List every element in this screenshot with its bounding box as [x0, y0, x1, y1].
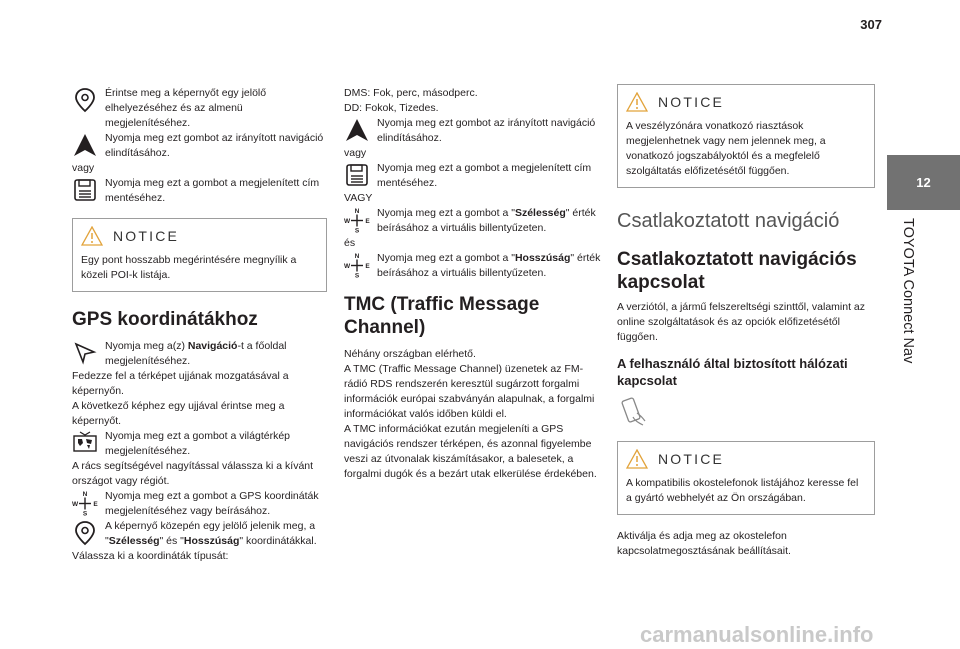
save-instruction-2 [344, 161, 601, 191]
tmc-heading: TMC (Traffic Message Channel) [344, 294, 540, 338]
gps-paragraph-5: Válassza ki a koordináták típusát: [72, 550, 229, 562]
navigation-arrow-icon [72, 132, 98, 158]
svg-text:N: N [354, 208, 360, 215]
nav-instruction-2 [344, 116, 601, 146]
notice-box-poi [72, 218, 327, 292]
save-floppy-icon [72, 177, 98, 203]
center-mid: " és " [159, 535, 184, 547]
compass-icon [72, 490, 98, 516]
tmc-paragraph-3: A TMC információkat ezután megjeleníti a GPS navigációs rendszer térképen, és azonnal figyelembe veszi az útvonalak kiszámításakor, a balesetek, a forgalmi dugók és a bezárt utak elkerülése érdekében. [344, 423, 597, 480]
chapter-title-text: TOYOTA Connect Nav [900, 218, 916, 364]
gps-nav-post: -t a főoldal megjelenítéséhez. [105, 340, 287, 367]
notice-label: NOTICE [658, 450, 725, 467]
svg-text:W: W [344, 263, 351, 270]
save-floppy-icon [344, 162, 370, 188]
map-pin-icon [72, 520, 98, 546]
navigation-cursor-icon [72, 340, 98, 366]
compass-icon [344, 207, 370, 233]
map-pin-icon [72, 87, 98, 113]
notice-label: NOTICE [658, 93, 725, 110]
center-bold-2: Hosszúság [183, 535, 240, 547]
center-marker-instruction [72, 519, 327, 549]
gps-nav-instruction [72, 339, 327, 369]
warning-triangle-icon [626, 92, 648, 112]
notice-body: A kompatibilis okostelefonok listájához keresse fel a gyártó webhelyét az Ön országában. [626, 477, 859, 504]
connected-nav-heading: Csatlakoztatott navigációs kapcsolat [617, 249, 857, 293]
gps-nav-pre: Nyomja meg a(z) [105, 340, 188, 352]
gps-nav-bold: Navigáció [187, 340, 238, 352]
world-map-icon [72, 430, 98, 456]
column-1 [72, 86, 327, 564]
notice-header [626, 91, 866, 113]
or-text-2: vagy [344, 147, 367, 159]
notice-label: NOTICE [113, 227, 180, 244]
or-text: vagy [72, 162, 95, 174]
center-pre: A képernyő közepén egy jelölő jelenik meg, a " [105, 520, 316, 547]
notice-header [81, 225, 318, 247]
warning-triangle-icon [626, 449, 648, 469]
chapter-tab[interactable]: 12 [887, 155, 960, 210]
watermark: carmanualsonline.info [640, 622, 874, 647]
svg-text:E: E [365, 218, 370, 225]
nav-text-2: Nyomja meg ezt gombot az irányított navigáció elindításához. [377, 117, 596, 144]
center-bold-1: Szélesség [108, 535, 160, 547]
save-text-2: Nyomja meg ezt a gombot a megjelenített cím mentéséhez. [377, 162, 592, 189]
gps-paragraph-3: A következő képhez egy ujjával érintse meg a képernyőt. [72, 400, 285, 427]
navigation-arrow-icon [344, 117, 370, 143]
notice-box-danger-zone [617, 84, 875, 188]
or-text-3: VAGY [344, 192, 373, 204]
gps-heading: GPS koordinátákhoz [72, 309, 258, 330]
column-2 [344, 86, 601, 482]
user-network-heading: A felhasználó által biztosított hálózati kapcsolat [617, 356, 848, 388]
compass-instruction [72, 489, 327, 519]
lon-pre: Nyomja meg ezt a gombot a " [377, 252, 515, 264]
save-instruction [72, 176, 327, 206]
svg-text:N: N [82, 491, 88, 498]
world-map-instruction [72, 429, 327, 459]
gps-paragraph-4: A rács segítségével nagyítással válassza ki a kívánt országot vagy régiót. [72, 460, 314, 487]
svg-text:W: W [72, 501, 79, 508]
page-number: 307 [860, 17, 882, 32]
section-title: Csatlakoztatott navigáció [617, 210, 840, 232]
notice-header [626, 448, 866, 470]
notice-body: Egy pont hosszabb megérintésére megnyílik a közeli POI-k listája. [81, 254, 297, 281]
smartphone-icon [617, 395, 875, 431]
notice-body: A veszélyzónára vonatkozó riasztások megjelenhetnek vagy nem jelennek meg, a vonatkozó jogszabályoktól és a megfelelő szolgáltatás előfizetésétől függően. [626, 120, 826, 177]
pin-text: Érintse meg a képernyőt egy jelölő elhelyezéséhez és az almenü megjelenítéséhez. [105, 87, 267, 129]
and-text: és [344, 237, 356, 249]
lon-bold: Hosszúság [514, 252, 571, 264]
tmc-paragraph-1: Néhány országban elérhető. [344, 348, 476, 360]
gps-paragraph-2: Fedezze fel a térképet ujjának mozgatásával a képernyőn. [72, 370, 289, 397]
svg-text:S: S [82, 510, 88, 516]
world-map-text: Nyomja meg ezt a gombot a világtérkép megjelenítéséhez. [105, 430, 291, 457]
center-post: " koordinátákkal. [239, 535, 317, 547]
nav-instruction [72, 131, 327, 161]
svg-text:S: S [354, 227, 360, 233]
compass-icon [344, 252, 370, 278]
dd-text: DD: Fokok, Tizedes. [344, 102, 439, 114]
svg-text:E: E [93, 501, 98, 508]
connected-nav-paragraph: A verziótól, a jármű felszereltségi szinttől, valamint az online szolgáltatások és az opciók előfizetésétől függően. [617, 301, 866, 343]
notice-box-smartphones [617, 441, 875, 515]
svg-text:S: S [354, 272, 360, 278]
pin-instruction [72, 86, 327, 131]
svg-text:E: E [365, 263, 370, 270]
tmc-paragraph-2: A TMC (Traffic Message Channel) üzenetek az FM-rádió RDS rendszerén keresztül sugárzott forgalmi információk európai szabványán alapulnak, a forgalmi információkat valós időben küldi el. [344, 363, 595, 420]
lat-pre: Nyomja meg ezt a gombot a " [377, 207, 515, 219]
lat-bold: Szélesség [514, 207, 566, 219]
lon-post: " érték beírásához a virtuális billentyűzeten. [377, 252, 601, 279]
lat-post: " érték beírásához a virtuális billentyűzeten. [377, 207, 596, 234]
activate-paragraph: Aktiválja és adja meg az okostelefon kapcsolatmegosztásának beállításait. [617, 530, 791, 557]
latitude-instruction [344, 206, 601, 236]
chapter-title-vertical [900, 218, 920, 448]
nav-text: Nyomja meg ezt gombot az irányított navigáció elindításához. [105, 132, 324, 159]
column-3 [617, 84, 875, 559]
warning-triangle-icon [81, 226, 103, 246]
save-text: Nyomja meg ezt a gombot a megjelenített cím mentéséhez. [105, 177, 320, 204]
longitude-instruction [344, 251, 601, 281]
compass-text: Nyomja meg ezt a gombot a GPS koordináták megjelenítéséhez vagy beírásához. [105, 490, 319, 517]
dms-text: DMS: Fok, perc, másodperc. [344, 87, 478, 99]
svg-text:W: W [344, 218, 351, 225]
svg-text:N: N [354, 253, 360, 260]
